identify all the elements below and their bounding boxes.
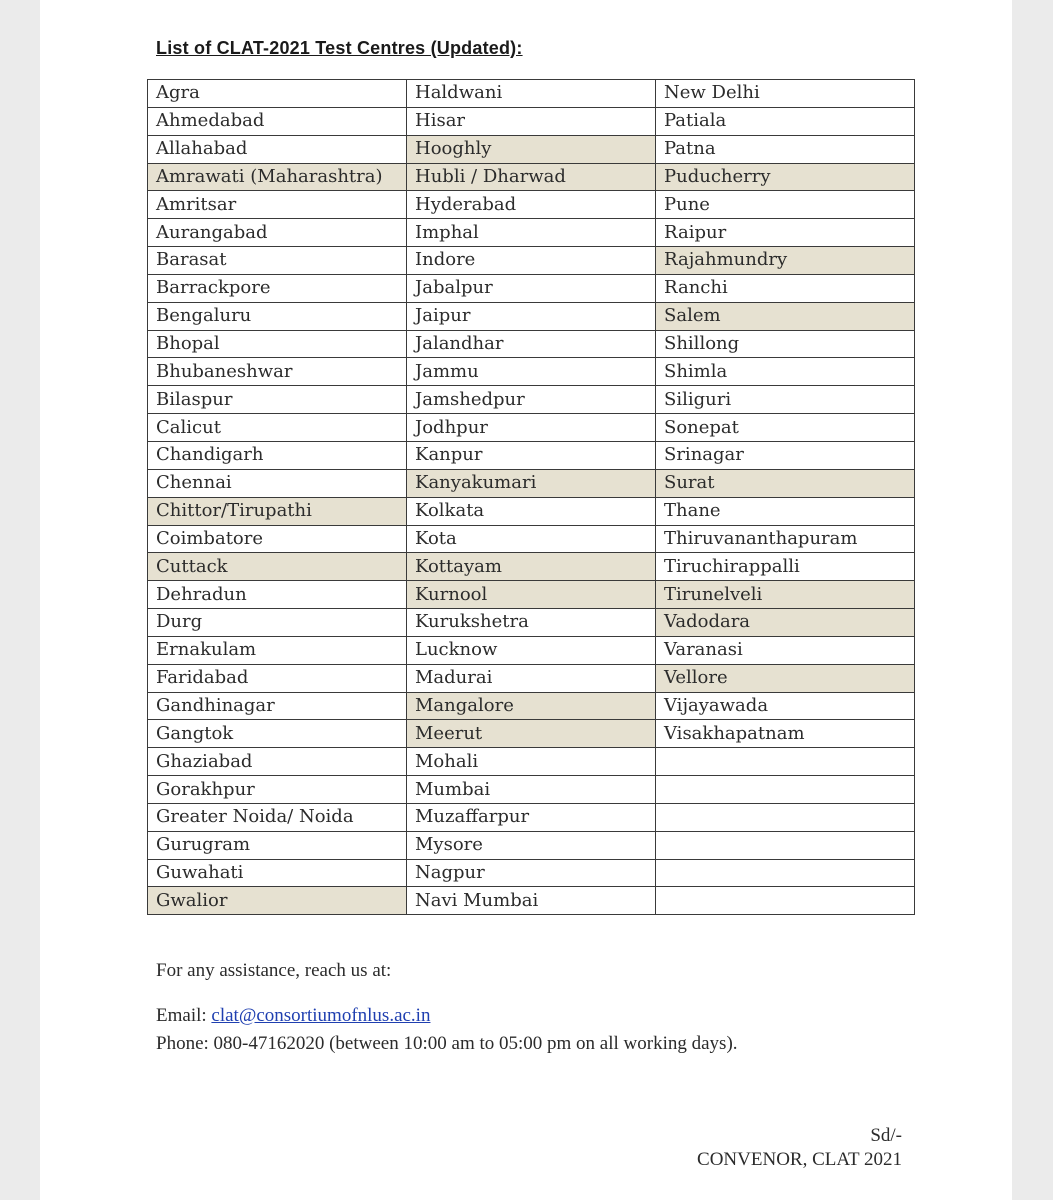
centre-cell: Vadodara: [656, 609, 915, 637]
centre-cell: Kottayam: [407, 553, 656, 581]
centre-cell: Muzaffarpur: [407, 803, 656, 831]
table-row: [148, 191, 915, 219]
centre-cell: Ranchi: [656, 274, 915, 302]
centre-cell: Calicut: [148, 414, 407, 442]
centre-cell: Meerut: [407, 720, 656, 748]
centre-cell: Barrackpore: [148, 274, 407, 302]
centre-cell: Jamshedpur: [407, 386, 656, 414]
centre-cell: Varanasi: [656, 636, 915, 664]
table-row: [148, 553, 915, 581]
centre-cell: Shillong: [656, 330, 915, 358]
test-centres-body: [148, 80, 915, 915]
email-link[interactable]: clat@consortiumofnlus.ac.in: [211, 1005, 431, 1026]
table-row: [148, 274, 915, 302]
centre-cell: Durg: [148, 609, 407, 637]
centre-cell: Sonepat: [656, 414, 915, 442]
centre-cell: Hooghly: [407, 135, 656, 163]
centre-cell: Madurai: [407, 664, 656, 692]
centre-cell: Surat: [656, 469, 915, 497]
centre-cell: Dehradun: [148, 581, 407, 609]
centre-cell: Chittor/Tirupathi: [148, 497, 407, 525]
phone-line: Phone: 080-47162020 (between 10:00 am to 05:00 pm on all working days).: [156, 1033, 738, 1054]
table-row: [148, 441, 915, 469]
table-row: [148, 135, 915, 163]
centre-cell: Faridabad: [148, 664, 407, 692]
centre-cell: Haldwani: [407, 80, 656, 108]
centre-cell: Ahmedabad: [148, 107, 407, 135]
centre-cell: Ghaziabad: [148, 748, 407, 776]
centre-cell: Kurnool: [407, 581, 656, 609]
centre-cell: Gurugram: [148, 831, 407, 859]
email-label: Email:: [156, 1005, 207, 1026]
table-row: [148, 525, 915, 553]
document-page: [40, 0, 1012, 1200]
table-row: [148, 247, 915, 275]
signature-block: [697, 1124, 902, 1172]
table-row: [148, 497, 915, 525]
table-row: [148, 330, 915, 358]
centre-cell: Amritsar: [148, 191, 407, 219]
table-row: [148, 636, 915, 664]
centre-cell: Cuttack: [148, 553, 407, 581]
centre-cell: Jabalpur: [407, 274, 656, 302]
centre-cell: Kurukshetra: [407, 609, 656, 637]
centre-cell: Gangtok: [148, 720, 407, 748]
centre-cell: Thane: [656, 497, 915, 525]
table-row: [148, 776, 915, 804]
table-row: [148, 692, 915, 720]
centre-cell: Hisar: [407, 107, 656, 135]
centre-cell: Jammu: [407, 358, 656, 386]
centre-cell: New Delhi: [656, 80, 915, 108]
centre-cell: Bengaluru: [148, 302, 407, 330]
centre-cell: Mumbai: [407, 776, 656, 804]
centre-cell: [656, 859, 915, 887]
centre-cell: Hubli / Dharwad: [407, 163, 656, 191]
table-row: [148, 219, 915, 247]
centre-cell: Visakhapatnam: [656, 720, 915, 748]
centre-cell: Bhopal: [148, 330, 407, 358]
centre-cell: [656, 776, 915, 804]
table-row: [148, 748, 915, 776]
test-centres-table: [147, 79, 915, 915]
centre-cell: Jaipur: [407, 302, 656, 330]
table-row: [148, 664, 915, 692]
table-row: [148, 720, 915, 748]
centre-cell: Mysore: [407, 831, 656, 859]
centre-cell: Vellore: [656, 664, 915, 692]
centre-cell: Jalandhar: [407, 330, 656, 358]
contact-block: [156, 1002, 738, 1058]
centre-cell: Patna: [656, 135, 915, 163]
centre-cell: Patiala: [656, 107, 915, 135]
table-row: [148, 302, 915, 330]
centre-cell: Siliguri: [656, 386, 915, 414]
centre-cell: Shimla: [656, 358, 915, 386]
centre-cell: Puducherry: [656, 163, 915, 191]
table-row: [148, 358, 915, 386]
signature-role: CONVENOR, CLAT 2021: [697, 1149, 902, 1170]
centre-cell: Thiruvananthapuram: [656, 525, 915, 553]
centre-cell: [656, 887, 915, 915]
centre-cell: Tiruchirappalli: [656, 553, 915, 581]
centre-cell: Gandhinagar: [148, 692, 407, 720]
table-row: [148, 386, 915, 414]
centre-cell: Pune: [656, 191, 915, 219]
centre-cell: Barasat: [148, 247, 407, 275]
centre-cell: Imphal: [407, 219, 656, 247]
centre-cell: Kanpur: [407, 441, 656, 469]
signature-sd: Sd/-: [870, 1125, 902, 1146]
table-row: [148, 414, 915, 442]
page-title: List of CLAT-2021 Test Centres (Updated):: [156, 38, 523, 58]
email-line: [156, 1002, 738, 1030]
centre-cell: Srinagar: [656, 441, 915, 469]
centre-cell: Aurangabad: [148, 219, 407, 247]
centre-cell: [656, 748, 915, 776]
centre-cell: Agra: [148, 80, 407, 108]
centre-cell: Guwahati: [148, 859, 407, 887]
centre-cell: Salem: [656, 302, 915, 330]
centre-cell: Bilaspur: [148, 386, 407, 414]
centre-cell: Bhubaneshwar: [148, 358, 407, 386]
centre-cell: [656, 803, 915, 831]
table-row: [148, 803, 915, 831]
table-row: [148, 887, 915, 915]
centre-cell: Kolkata: [407, 497, 656, 525]
centre-cell: Indore: [407, 247, 656, 275]
centre-cell: Kota: [407, 525, 656, 553]
table-row: [148, 831, 915, 859]
centre-cell: Tirunelveli: [656, 581, 915, 609]
table-row: [148, 107, 915, 135]
centre-cell: Nagpur: [407, 859, 656, 887]
table-row: [148, 859, 915, 887]
centre-cell: Lucknow: [407, 636, 656, 664]
centre-cell: Greater Noida/ Noida: [148, 803, 407, 831]
centre-cell: Gorakhpur: [148, 776, 407, 804]
centre-cell: Raipur: [656, 219, 915, 247]
table-row: [148, 581, 915, 609]
table-row: [148, 163, 915, 191]
centre-cell: Hyderabad: [407, 191, 656, 219]
centre-cell: Navi Mumbai: [407, 887, 656, 915]
centre-cell: Rajahmundry: [656, 247, 915, 275]
assistance-text: For any assistance, reach us at:: [156, 960, 392, 981]
centre-cell: Amrawati (Maharashtra): [148, 163, 407, 191]
centre-cell: Chandigarh: [148, 441, 407, 469]
centre-cell: Vijayawada: [656, 692, 915, 720]
centre-cell: Mohali: [407, 748, 656, 776]
centre-cell: Kanyakumari: [407, 469, 656, 497]
centre-cell: Ernakulam: [148, 636, 407, 664]
centre-cell: Gwalior: [148, 887, 407, 915]
centre-cell: Coimbatore: [148, 525, 407, 553]
centre-cell: Mangalore: [407, 692, 656, 720]
centre-cell: Chennai: [148, 469, 407, 497]
centre-cell: Jodhpur: [407, 414, 656, 442]
table-row: [148, 80, 915, 108]
table-row: [148, 609, 915, 637]
centre-cell: Allahabad: [148, 135, 407, 163]
table-row: [148, 469, 915, 497]
centre-cell: [656, 831, 915, 859]
